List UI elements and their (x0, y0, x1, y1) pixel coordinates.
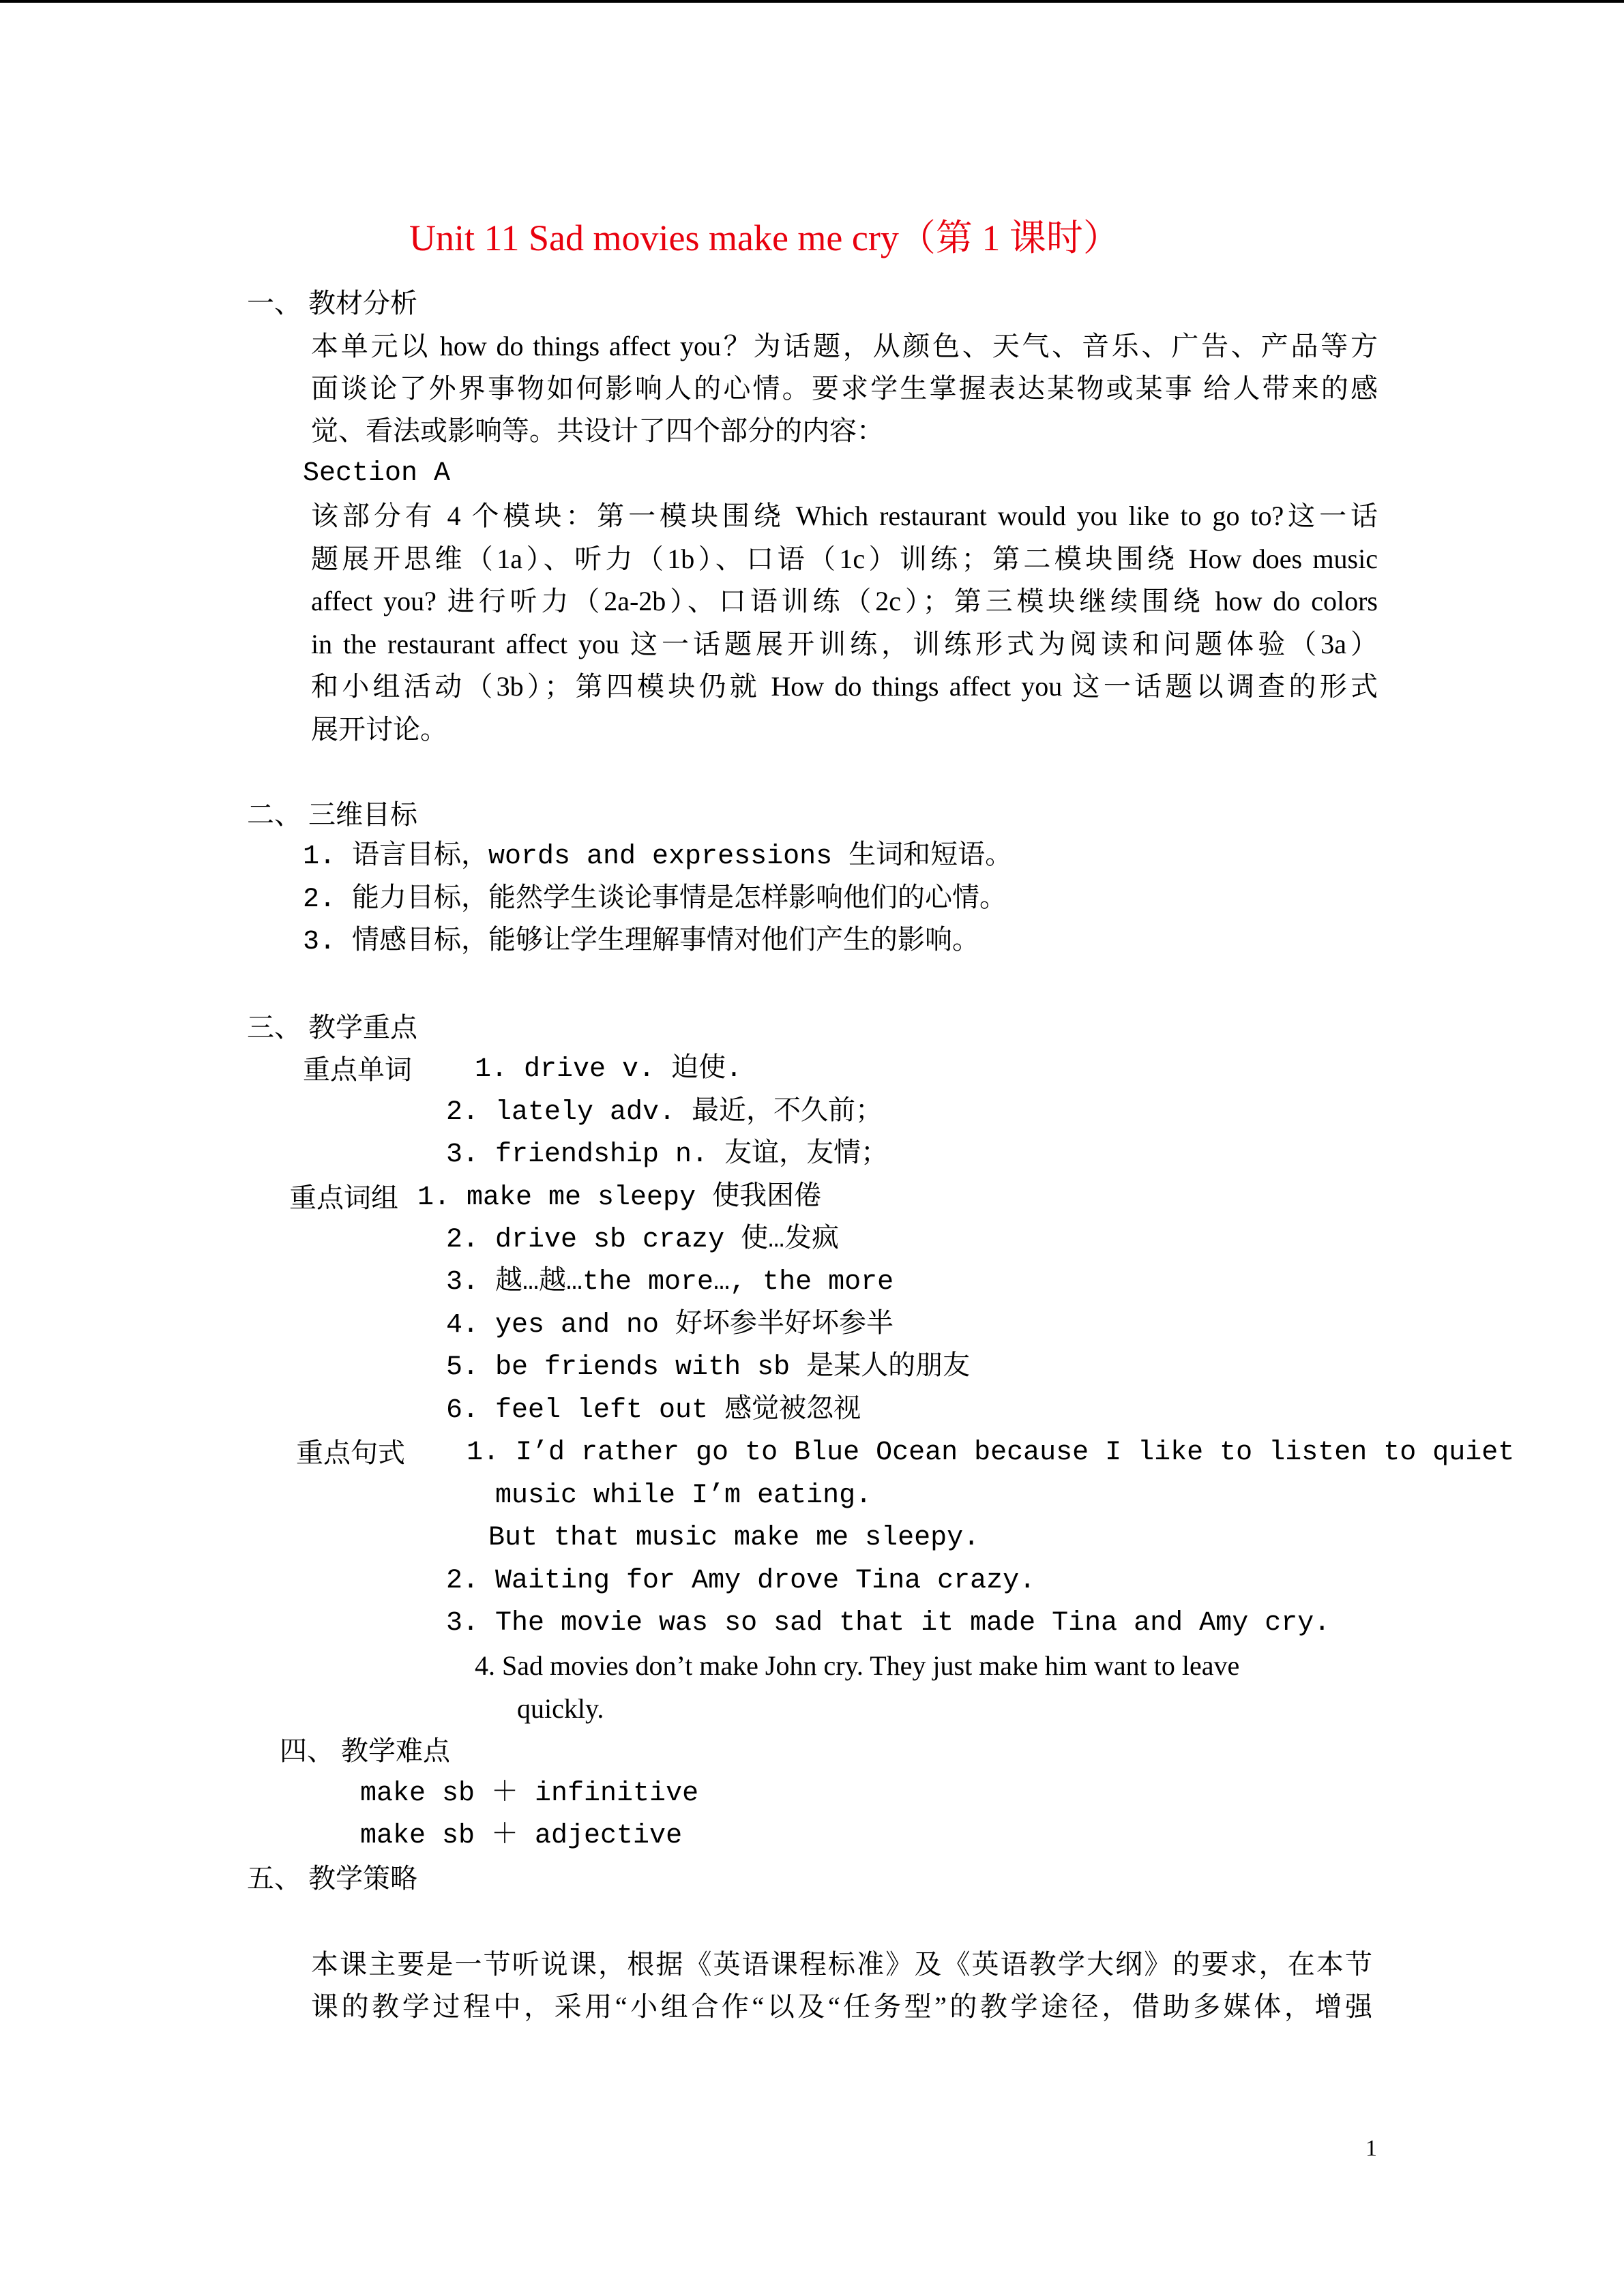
list-item: 5. be friends with sb 是某人的朋友 (446, 1352, 971, 1383)
paragraph-line: 该部分有 4 个模块：第一模块围绕 Which restaurant would you like to go to?这一话 (311, 501, 1378, 531)
list-item-continuation: music while I’m eating. (495, 1480, 872, 1511)
paragraph-line: in the restaurant affect you 这一话题展开训练，训练形式为阅读和问题体验（3a） (311, 629, 1378, 659)
section-heading-4: 四、 教学难点 (280, 1735, 450, 1766)
list-item: 2. drive sb crazy 使…发疯 (446, 1225, 840, 1255)
list-item: 1. make me sleepy 使我困倦 (417, 1182, 822, 1213)
paragraph-line: 和小组活动（3b）；第四模块仍就 How do things affect you 这一话题以调查的形式 (311, 671, 1378, 702)
list-item: 4. Sad movies don’t make John cry. They just make him want to leave (475, 1650, 1240, 1681)
section-heading-1: 一、 教材分析 (247, 288, 417, 318)
list-item: make sb ＋ infinitive (360, 1778, 699, 1809)
section-heading-3: 三、 教学重点 (247, 1012, 417, 1043)
key-sentences-label: 重点句式 (296, 1437, 405, 1468)
list-item: 3. 情感目标，能够让学生理解事情对他们产生的影响。 (303, 927, 980, 957)
list-item: 1. I’d rather go to Blue Ocean because I like to listen to quiet (467, 1437, 1515, 1468)
section-a-label: Section A (303, 458, 451, 489)
section-heading-5: 五、 教学策略 (247, 1863, 417, 1894)
paragraph-line: 本课主要是一节听说课，根据《英语课程标准》及《英语教学大纲》的要求，在本节 (311, 1949, 1372, 1980)
list-item: 6. feel left out 感觉被忽视 (446, 1395, 861, 1426)
list-item: make sb ＋ adjective (360, 1821, 683, 1851)
paragraph-line: 题展开思维（1a）、听力（1b）、口语（1c）训练；第二模块围绕 How does music (311, 543, 1378, 574)
top-border (0, 0, 1624, 3)
list-item: 3. The movie was so sad that it made Tina and Amy cry. (446, 1608, 1331, 1639)
list-item: 2. lately adv. 最近，不久前； (446, 1097, 883, 1128)
paragraph-line: 展开讨论。 (311, 714, 447, 745)
paragraph-line: 本单元以 how do things affect you？为话题，从颜色、天气、音乐、广告、产品等方 (311, 331, 1378, 361)
list-item: 2. Waiting for Amy drove Tina crazy. (446, 1566, 1036, 1596)
list-item: 2. 能力目标，能然学生谈论事情是怎样影响他们的心情。 (303, 884, 1007, 915)
paragraph-line: 觉、看法或影响等。共设计了四个部分的内容： (311, 415, 884, 446)
list-item: 1. drive v. 迫使. (475, 1054, 743, 1085)
page-number: 1 (1365, 2136, 1377, 2161)
paragraph-line: 面谈论了外界事物如何影响人的心情。要求学生掌握表达某物或某事 给人带来的感 (311, 373, 1378, 404)
list-item: 4. yes and no 好坏参半好坏参半 (446, 1310, 894, 1341)
paragraph-line: 课的教学过程中，采用“小组合作“以及“任务型”的教学途径，借助多媒体，增强 (311, 1991, 1372, 2022)
list-item: 1. 语言目标，words and expressions 生词和短语。 (303, 841, 1013, 872)
list-item: 3. friendship n. 友谊，友情； (446, 1139, 889, 1170)
list-item-continuation: quickly. (517, 1693, 604, 1724)
key-words-label: 重点单词 (303, 1054, 412, 1085)
section-heading-2: 二、 三维目标 (247, 799, 417, 830)
list-item-continuation: But that music make me sleepy. (488, 1523, 980, 1553)
list-item: 3. 越…越…the more…, the more (446, 1267, 894, 1298)
key-phrases-label: 重点词组 (289, 1182, 398, 1213)
document-title: Unit 11 Sad movies make me cry（第 1 课时） (409, 218, 1120, 258)
paragraph-line: affect you? 进行听力（2a-2b）、口语训练（2c）；第三模块继续围绕 how do colors (311, 586, 1378, 616)
